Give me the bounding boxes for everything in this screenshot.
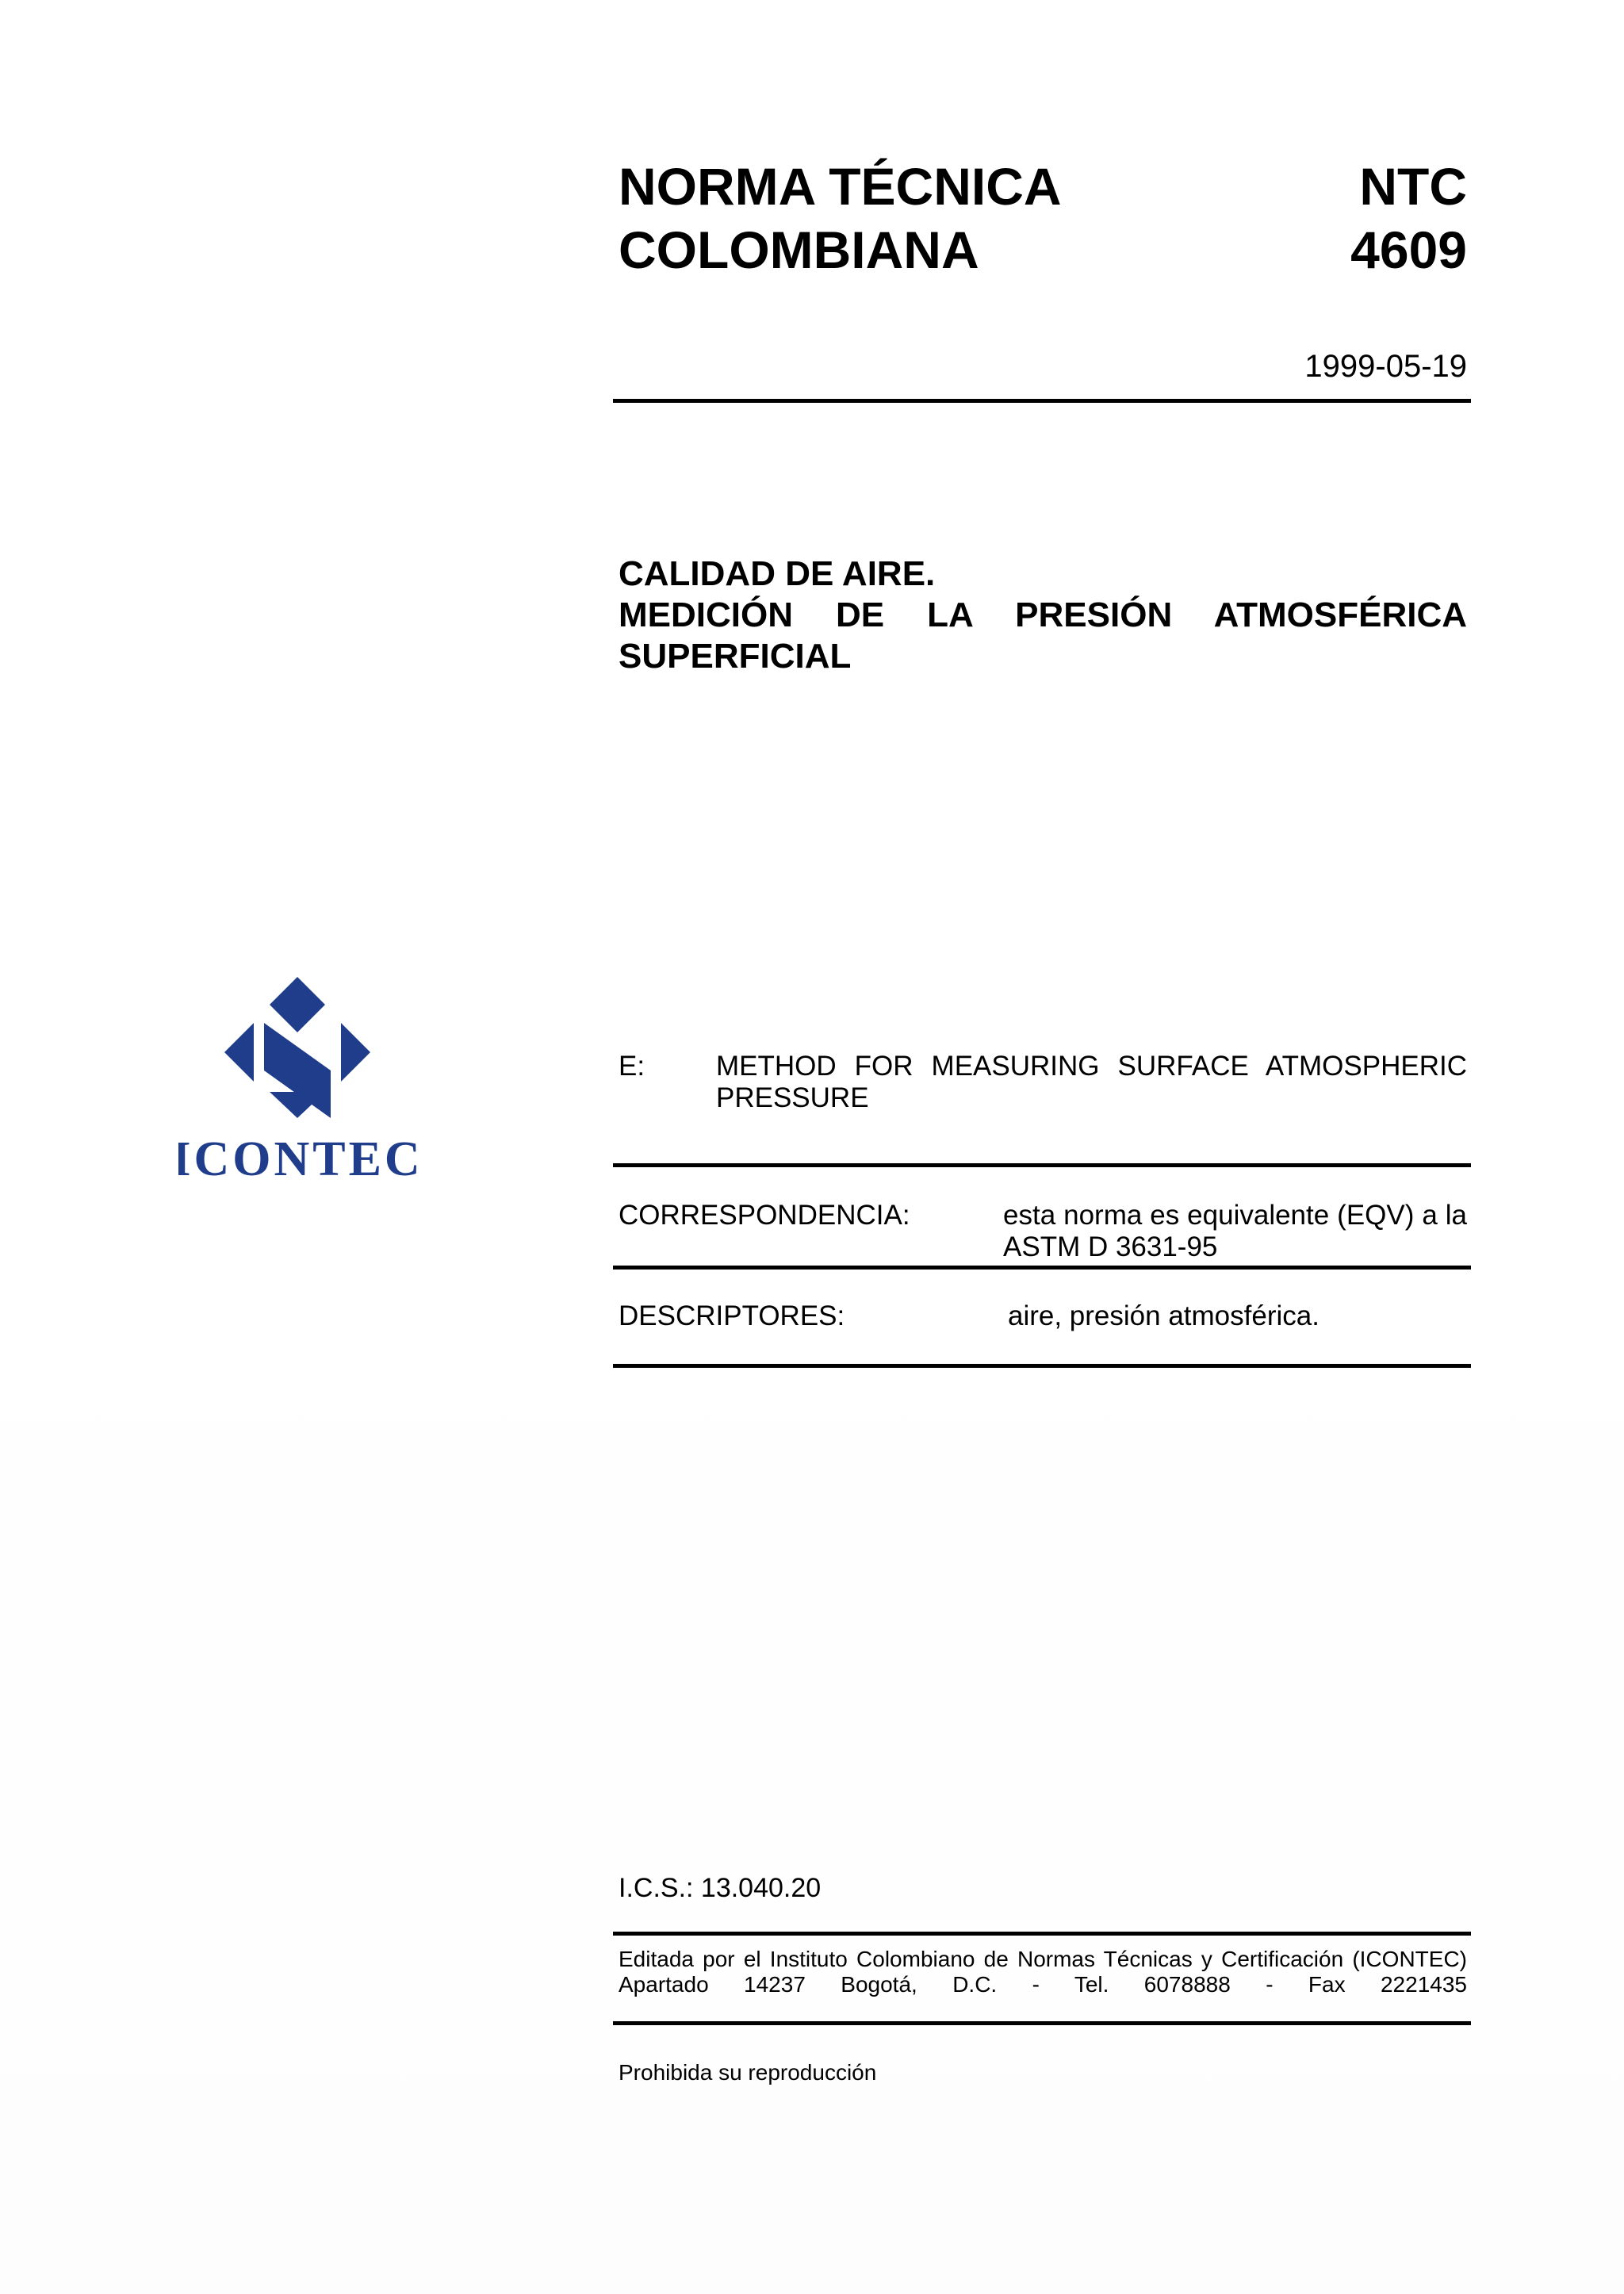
english-label: E: [619, 1051, 645, 1082]
logo-wordmark: ICONTEC [178, 1132, 416, 1183]
english-divider [613, 1163, 1471, 1167]
publisher-info [619, 1947, 1467, 1997]
english-text [716, 1051, 1467, 1114]
standard-title [619, 155, 1062, 281]
subject-line-1: CALIDAD DE AIRE. [619, 554, 936, 593]
footer-divider [613, 2021, 1471, 2025]
ics-divider [613, 1932, 1471, 1936]
descriptores-divider [613, 1364, 1471, 1368]
publisher-line-2: Apartado 14237 Bogotá, D.C. - Tel. 6078888 - Fax 2221435 [619, 1972, 1467, 1997]
standard-subject [619, 553, 1467, 677]
title-line-2: COLOMBIANA [619, 220, 979, 279]
icontec-logo [178, 977, 416, 1183]
code-line-1: NTC [1359, 157, 1467, 216]
standard-code [1350, 155, 1467, 281]
correspondencia-value [1003, 1200, 1467, 1263]
english-line-1: METHOD FOR MEASURING SURFACE ATMOSPHERIC [716, 1051, 1467, 1082]
publication-date: 1999-05-19 [1304, 349, 1467, 384]
descriptores-label: DESCRIPTORES: [619, 1300, 845, 1331]
subject-line-3: SUPERFICIAL [619, 637, 852, 676]
reproduction-notice: Prohibida su reproducción [619, 2060, 877, 2085]
correspondencia-line-1: esta norma es equivalente (EQV) a la [1003, 1200, 1467, 1231]
correspondencia-divider [613, 1266, 1471, 1270]
icontec-logo-graphic [178, 977, 416, 1183]
title-line-1: NORMA TÉCNICA [619, 157, 1062, 216]
subject-line-2: MEDICIÓN DE LA PRESIÓN ATMOSFÉRICA [619, 596, 1467, 634]
header-divider [613, 399, 1471, 403]
ics-code: I.C.S.: 13.040.20 [619, 1873, 822, 1903]
correspondencia-label: CORRESPONDENCIA: [619, 1200, 910, 1231]
code-line-2: 4609 [1350, 220, 1467, 279]
descriptores-value: aire, presión atmosférica. [1008, 1300, 1320, 1331]
correspondencia-line-2: ASTM D 3631-95 [1003, 1231, 1218, 1262]
english-line-2: PRESSURE [716, 1082, 869, 1113]
page-background [0, 1189, 1624, 2294]
publisher-line-1: Editada por el Instituto Colombiano de Normas Técnicas y Certificación (ICONTEC) [619, 1947, 1467, 1971]
